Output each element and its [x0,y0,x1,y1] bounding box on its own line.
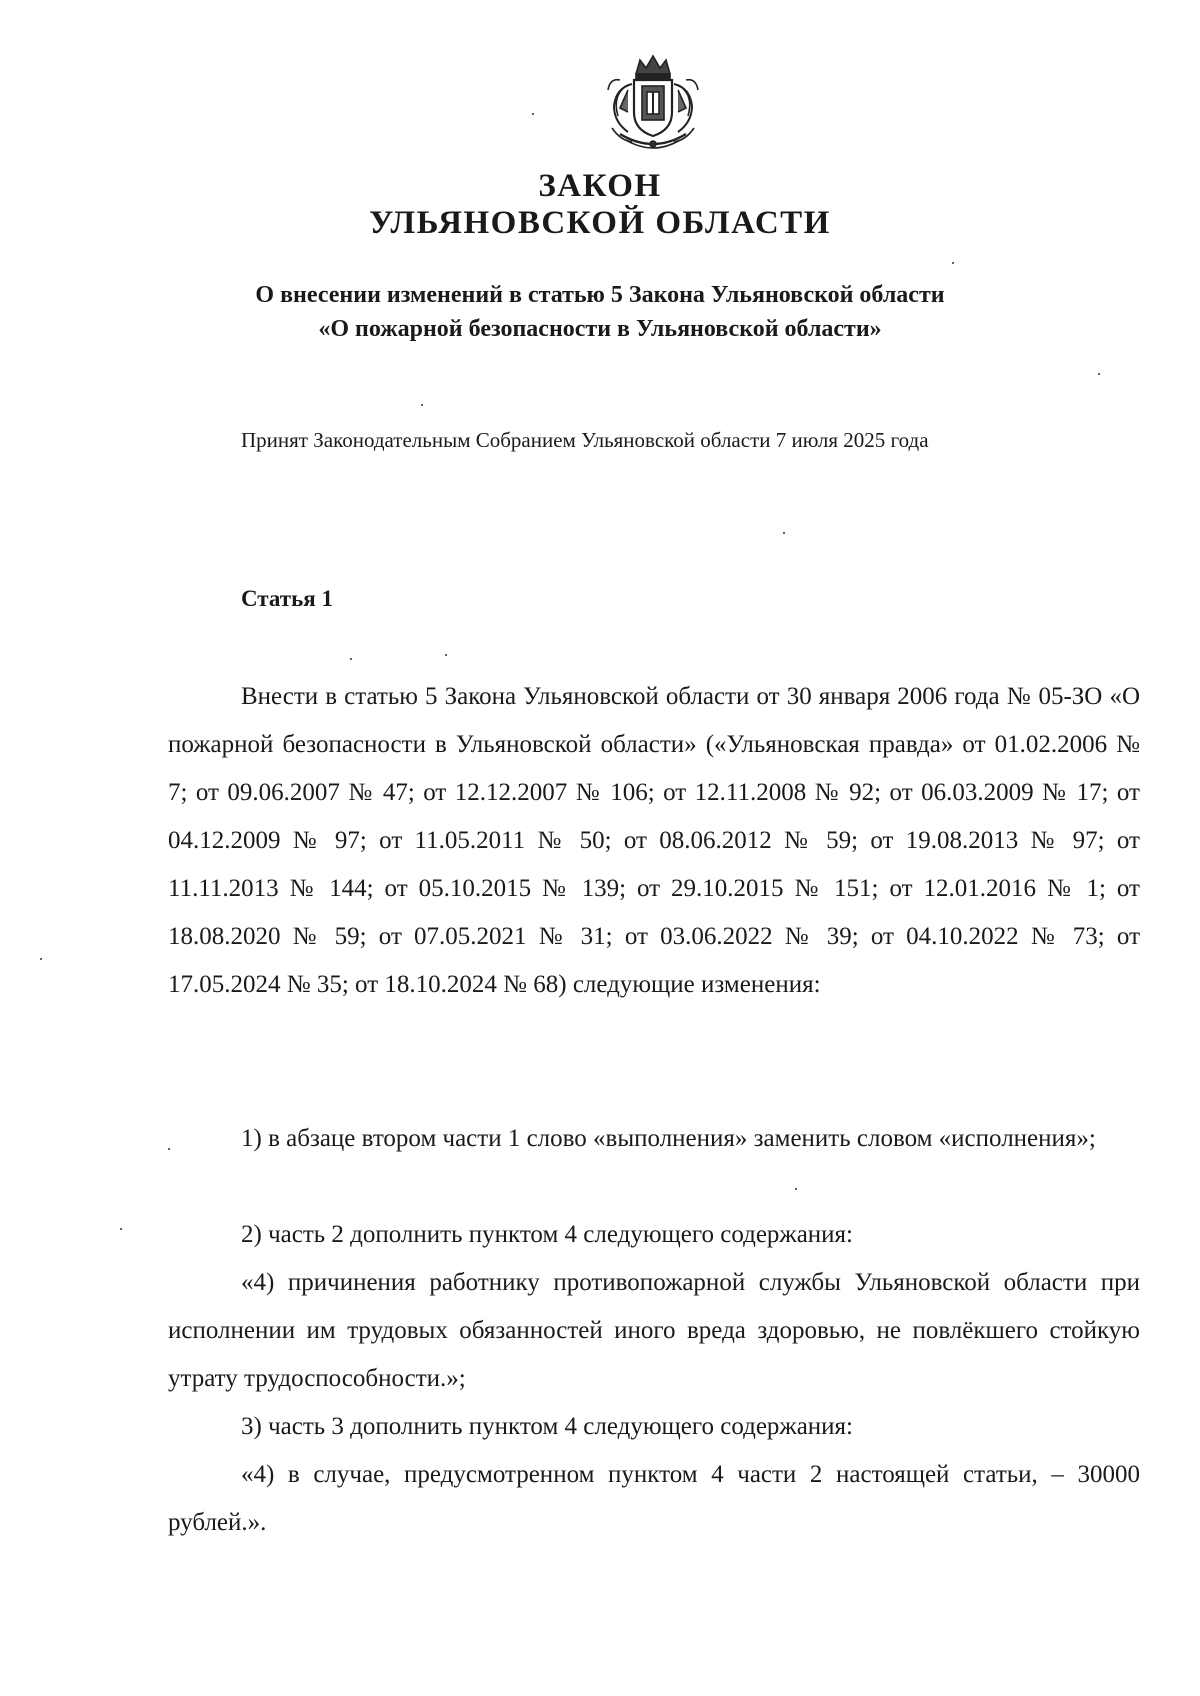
scan-speck [1098,373,1100,375]
scan-speck [532,113,534,115]
amendment-item-3-text: 3) часть 3 дополнить пунктом 4 следующего содержания: [241,1413,853,1440]
amendment-item-3-quote-text: «4) в случае, предусмотренном пунктом 4 части 2 настоящей статьи, – 30000 рублей.». [168,1461,1140,1536]
scan-speck [795,1188,797,1190]
article-intro-text: Внести в статью 5 Закона Ульяновской области от 30 января 2006 года № 05-ЗО «О пожарной безопасности в Ульяновской области» («Ульяновская правда» от 01.02.2006 № 7; от 09.06.2007 № 47; от 12.12.2007 № 106; от 12.11.2008 № 92; от 06.03.2009 № 17; от 04.12.2009 № 97; от 11.05.2011 № 50; от 08.06.2012 № 59; от 19.08.2013 № 97; от 11.11.2013 № 144; от 05.10.2015 № 139; от 29.10.2015 № 151; от 12.01.2016 № 1; от 18.08.2020 № 59; от 07.05.2021 № 31; от 03.06.2022 № 39; от 04.10.2022 № 73; от 17.05.2024 № 35; от 18.10.2024 № 68) следующие изменения: [168,683,1140,998]
article-intro-paragraph [168,673,1140,1009]
scan-speck [40,958,42,960]
article-heading: Статья 1 [241,586,333,611]
ulyanovsk-coat-of-arms-icon [598,50,708,160]
amendment-item-3 [168,1403,1140,1451]
document-title-region: УЛЬЯНОВСКОЙ ОБЛАСТИ [369,205,831,241]
scan-speck [120,1228,122,1230]
amendment-item-2 [168,1211,1140,1259]
document-subtitle: О внесении изменений в статью 5 Закона Ульяновской области [255,282,945,308]
document-subtitle-law-name: «О пожарной безопасности в Ульяновской области» [318,316,882,342]
amendment-item-1-text: 1) в абзаце втором части 1 слово «выполнения» заменить словом «исполнения»; [241,1125,1096,1152]
amendment-item-2-quote-text: «4) причинения работнику противопожарной службы Ульяновской области при исполнении им трудовых обязанностей иного вреда здоровью, не повлёкшего стойкую утрату трудоспособности.»; [168,1269,1140,1392]
amendment-item-1 [168,1115,1140,1163]
scan-speck [783,532,785,534]
scan-speck [952,262,954,264]
amendment-item-2-quote [168,1259,1140,1403]
scan-speck [445,654,447,656]
scan-speck [421,404,423,406]
scan-speck [168,1148,170,1150]
amendment-item-2-text: 2) часть 2 дополнить пунктом 4 следующего содержания: [241,1221,853,1248]
amendment-item-3-quote [168,1451,1140,1547]
scan-speck [350,658,352,660]
adoption-note: Принят Законодательным Собранием Ульяновской области 7 июля 2025 года [241,428,929,452]
document-title: ЗАКОН [538,168,662,204]
